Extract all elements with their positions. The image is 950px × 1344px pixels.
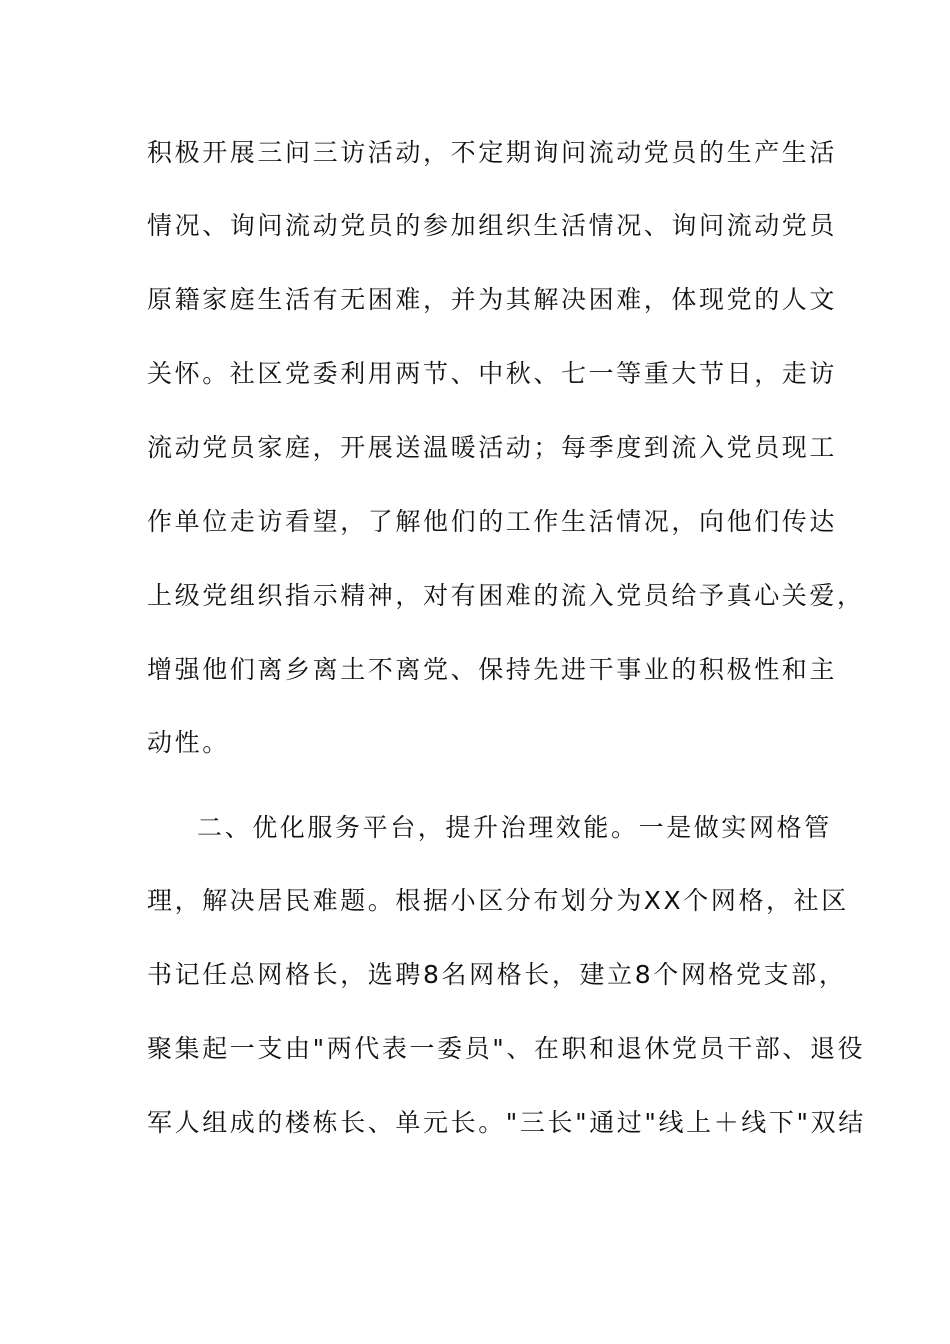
paragraph-line-8: 增强他们离乡离土不离党、保持先进干事业的积极性和主 <box>147 655 838 684</box>
paragraph-line-7: 上级党组织指示精神，对有困难的流入党员给予真心关爱， <box>147 581 865 610</box>
paragraph-line-11: 理，解决居民难题。根据小区分布划分为XX个网格，社区 <box>147 886 849 915</box>
paragraph-line-13: 聚集起一支由"两代表一委员"、在职和退休党员干部、退役 <box>147 1034 866 1063</box>
paragraph-line-6: 作单位走访看望，了解他们的工作生活情况，向他们传达 <box>147 507 838 536</box>
paragraph-line-4: 关怀。社区党委利用两节、中秋、七一等重大节日，走访 <box>147 359 838 388</box>
paragraph-line-9: 动性。 <box>147 728 230 757</box>
section-heading-line: 二、优化服务平台，提升治理效能。一是做实网格管 <box>197 813 832 842</box>
paragraph-line-2: 情况、询问流动党员的参加组织生活情况、询问流动党员 <box>147 211 838 240</box>
paragraph-line-3: 原籍家庭生活有无困难，并为其解决困难，体现党的人文 <box>147 285 838 314</box>
paragraph-line-1: 积极开展三问三访活动，不定期询问流动党员的生产生活 <box>147 138 838 167</box>
paragraph-line-12: 书记任总网格长，选聘8名网格长，建立8个网格党支部， <box>147 960 847 989</box>
paragraph-line-14: 军人组成的楼栋长、单元长。"三长"通过"线上＋线下"双结 <box>147 1108 866 1137</box>
paragraph-line-5: 流动党员家庭，开展送温暖活动；每季度到流入党员现工 <box>147 433 838 462</box>
